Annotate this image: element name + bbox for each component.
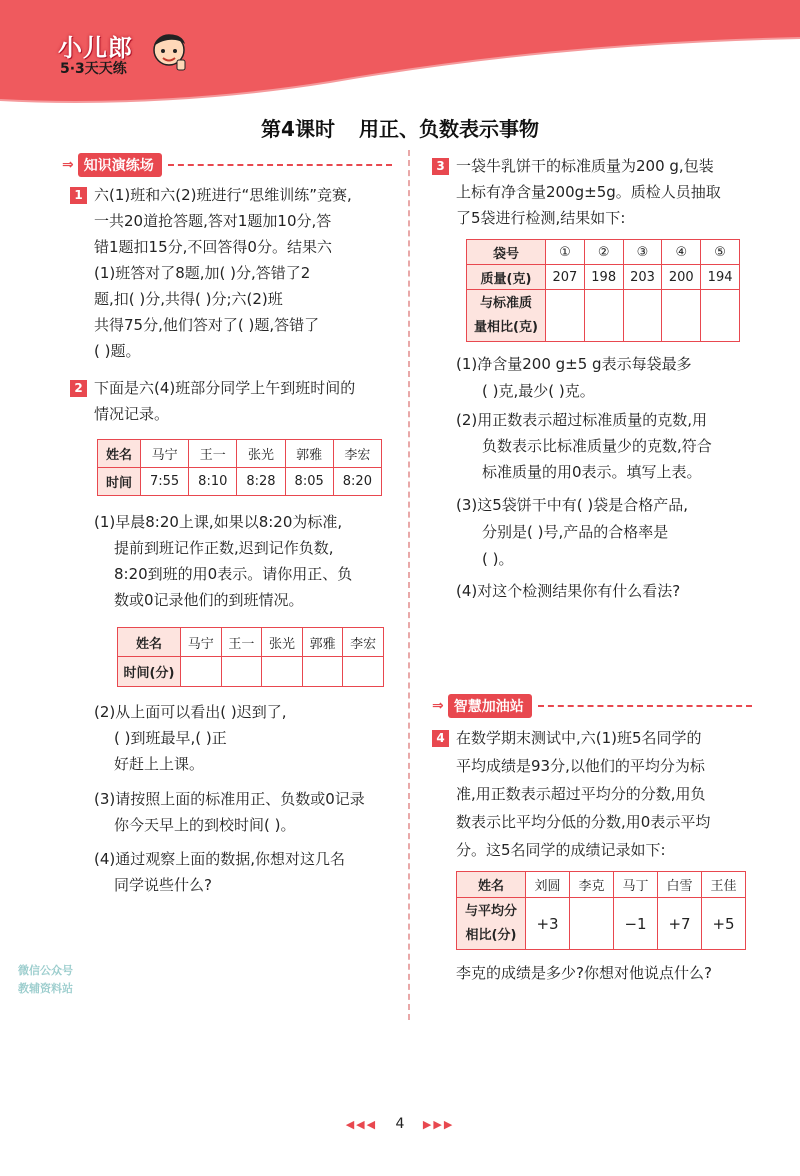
arrival-time-table — [97, 439, 382, 496]
dashed-rule — [538, 705, 752, 707]
q1-line: 错1题扣15分,不回答得0分。结果六 — [94, 238, 332, 256]
section-title: 知识演练场 — [78, 153, 162, 177]
table-cell: 马丁 — [614, 872, 658, 898]
table-cell: 8:10 — [189, 468, 237, 496]
table-cell: 7:55 — [141, 468, 189, 496]
arrow-icon: ⇒ — [432, 698, 444, 714]
q4-question: 李克的成绩是多少?你想对他说点什么? — [456, 964, 712, 982]
q3-intro: 了5袋进行检测,结果如下: — [456, 209, 626, 227]
answer-cell[interactable] — [701, 290, 740, 342]
table-header: 时间 — [98, 468, 141, 496]
answer-cell[interactable] — [181, 657, 222, 687]
q2-part1: (1)早晨8:20上课,如果以8:20为标准, — [94, 513, 343, 531]
q2-part1: 8:20到班的用0表示。请你用正、负 — [114, 565, 353, 583]
table-header: 质量(克) — [467, 265, 546, 290]
q2-intro: 下面是六(4)班部分同学上午到班时间的 — [94, 379, 356, 397]
page-footer — [0, 1116, 800, 1132]
table-cell: 张光 — [237, 440, 285, 468]
lesson-number: 第4课时 — [261, 117, 335, 141]
table-header-line: 与平均分 — [464, 903, 517, 919]
answer-cell[interactable] — [302, 657, 343, 687]
table-cell: 马宁 — [181, 628, 222, 657]
question-number: 2 — [70, 380, 87, 397]
page-number: 4 — [395, 1116, 405, 1132]
q2-part4: (4)通过观察上面的数据,你想对这几名 — [94, 850, 346, 868]
q2-part3: 你今天早上的到校时间( )。 — [114, 816, 296, 834]
question-number: 3 — [432, 158, 449, 175]
table-cell: 马宁 — [141, 440, 189, 468]
table-cell: ② — [584, 240, 623, 265]
answer-cell[interactable] — [546, 290, 585, 342]
table-header: 姓名 — [457, 872, 526, 898]
q2-part1: 数或0记录他们的到班情况。 — [114, 591, 304, 609]
q3-part3: (3)这5袋饼干中有( )袋是合格产品, — [456, 496, 689, 514]
table-cell: 郭雅 — [302, 628, 343, 657]
watermark-line: 教辅资料站 — [18, 982, 73, 995]
table-cell: 白雪 — [658, 872, 702, 898]
table-cell: +5 — [702, 898, 746, 950]
lesson-topic: 用正、负数表示事物 — [358, 117, 539, 141]
table-cell: 王一 — [221, 628, 262, 657]
table-cell: 刘圆 — [526, 872, 570, 898]
table-cell: 200 — [662, 265, 701, 290]
table-cell: 198 — [584, 265, 623, 290]
q4-intro: 分。这5名同学的成绩记录如下: — [456, 841, 666, 859]
watermark-line: 微信公众号 — [18, 964, 73, 977]
q1-line: (1)班答对了8题,加( )分,答错了2 — [94, 264, 311, 282]
q3-part1: (1)净含量200 g±5 g表示每袋最多 — [456, 355, 692, 373]
q3-part1: ( )克,最少( )克。 — [482, 382, 595, 400]
table-cell: 王佳 — [702, 872, 746, 898]
q3-part2: 标准质量的用0表示。填写上表。 — [482, 463, 702, 481]
table-header — [467, 290, 546, 342]
table-cell: 203 — [623, 265, 662, 290]
q3-part3: 分别是( )号,产品的合格率是 — [482, 523, 669, 541]
table-cell: 李克 — [570, 872, 614, 898]
table-header: 时间(分) — [118, 657, 181, 687]
q3-intro: 上标有净含量200g±5g。质检人员抽取 — [456, 183, 721, 201]
table-header-line: 与标准质 — [479, 295, 532, 311]
table-cell: +3 — [526, 898, 570, 950]
watermark — [18, 962, 73, 998]
section-banner-challenge — [432, 693, 752, 719]
question-number: 1 — [70, 187, 87, 204]
biscuit-mass-table — [466, 239, 740, 342]
q3-intro: 一袋牛乳饼干的标准质量为200 g,包装 — [456, 157, 714, 175]
q3-part4: (4)对这个检测结果你有什么看法? — [456, 582, 681, 600]
arrow-icon: ⇒ — [62, 157, 74, 173]
answer-cell[interactable] — [262, 657, 303, 687]
q3-part2: 负数表示比标准质量少的克数,符合 — [482, 437, 712, 455]
section-banner-practice — [62, 152, 392, 178]
answer-cell[interactable] — [343, 657, 384, 687]
table-cell: 王一 — [189, 440, 237, 468]
q2-part2: ( )到班最早,( )正 — [114, 729, 227, 747]
answer-cell[interactable] — [662, 290, 701, 342]
arrow-left-icon: ◀◀◀ — [345, 1118, 378, 1131]
q4-intro: 在数学期末测试中,六(1)班5名同学的 — [456, 729, 702, 747]
table-cell: 李宏 — [343, 628, 384, 657]
q1-line: 题,扣( )分,共得( )分;六(2)班 — [94, 290, 283, 308]
q3-part2: (2)用正数表示超过标准质量的克数,用 — [456, 411, 708, 429]
q4-intro: 数表示比平均分低的分数,用0表示平均 — [456, 813, 711, 831]
brand-series: 5·3天天练 — [60, 61, 127, 77]
answer-cell[interactable] — [584, 290, 623, 342]
table-header: 姓名 — [118, 628, 181, 657]
table-header: 袋号 — [467, 240, 546, 265]
section-title: 智慧加油站 — [448, 694, 532, 718]
table-cell: 8:05 — [285, 468, 333, 496]
column-divider — [408, 150, 410, 1020]
dashed-rule — [168, 164, 392, 166]
table-cell — [570, 898, 614, 950]
table-cell: 194 — [701, 265, 740, 290]
header-banner — [0, 0, 800, 110]
q2-part2: (2)从上面可以看出( )迟到了, — [94, 703, 287, 721]
arrow-right-icon: ▶▶▶ — [422, 1118, 455, 1131]
answer-cell[interactable] — [221, 657, 262, 687]
table-cell: 207 — [546, 265, 585, 290]
q1-line: 六(1)班和六(2)班进行“思维训练”竞赛, — [94, 186, 352, 204]
q2-part4: 同学说些什么? — [114, 876, 212, 894]
table-cell: ④ — [662, 240, 701, 265]
table-cell: ③ — [623, 240, 662, 265]
q2-part3: (3)请按照上面的标准用正、负数或0记录 — [94, 790, 365, 808]
q3-part3: ( )。 — [482, 550, 514, 568]
q4-intro: 平均成绩是93分,以他们的平均分为标 — [456, 757, 705, 775]
answer-cell[interactable] — [623, 290, 662, 342]
q4-intro: 准,用正数表示超过平均分的分数,用负 — [456, 785, 706, 803]
mascot-icon — [148, 28, 190, 78]
score-table — [456, 871, 746, 950]
table-cell: ⑤ — [701, 240, 740, 265]
page-title — [0, 113, 800, 142]
table-header-line: 量相比(克) — [474, 319, 538, 335]
table-header: 姓名 — [98, 440, 141, 468]
q1-line: ( )题。 — [94, 342, 141, 360]
table-cell: −1 — [614, 898, 658, 950]
table-cell: 张光 — [262, 628, 303, 657]
table-cell: 李宏 — [333, 440, 381, 468]
arrival-record-table — [117, 627, 384, 687]
q1-line: 一共20道抢答题,答对1题加10分,答 — [94, 212, 332, 230]
q2-intro: 情况记录。 — [94, 405, 170, 423]
q1-line: 共得75分,他们答对了( )题,答错了 — [94, 316, 320, 334]
q2-part1: 提前到班记作正数,迟到记作负数, — [114, 539, 334, 557]
q2-part2: 好赶上上课。 — [114, 755, 205, 773]
brand-logo: 小儿郎 — [58, 34, 133, 62]
table-cell: +7 — [658, 898, 702, 950]
table-header-line: 相比(分) — [465, 927, 517, 943]
table-cell: 8:28 — [237, 468, 285, 496]
table-cell: 郭雅 — [285, 440, 333, 468]
question-number: 4 — [432, 730, 449, 747]
table-cell: ① — [546, 240, 585, 265]
table-cell: 8:20 — [333, 468, 381, 496]
table-header — [457, 898, 526, 950]
